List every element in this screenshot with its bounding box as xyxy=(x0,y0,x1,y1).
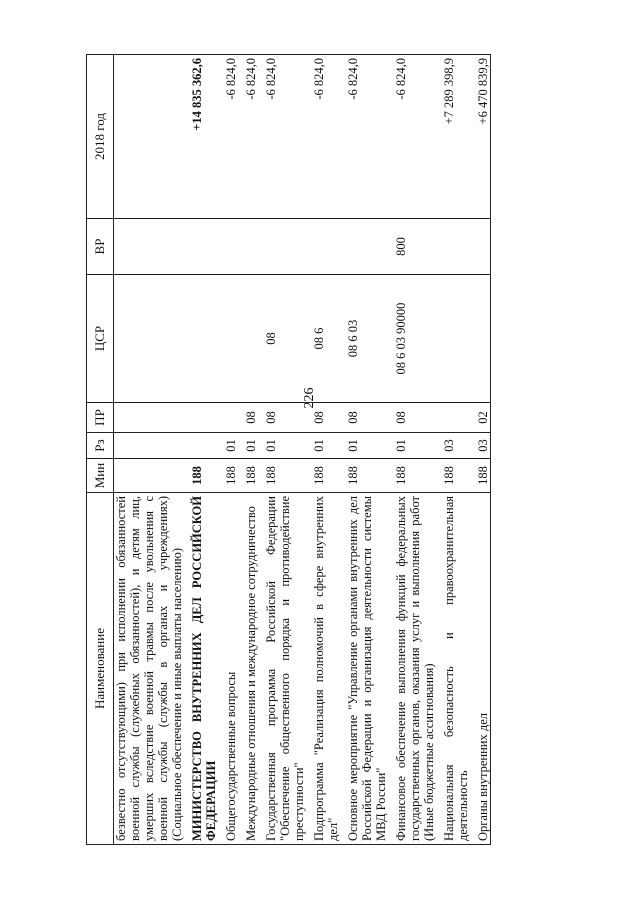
cell-name: Органы внутренних дел xyxy=(476,493,491,845)
table-row xyxy=(476,55,491,845)
cell-rz xyxy=(114,433,185,459)
cell-amount: -6 824,0 xyxy=(264,55,306,219)
cell-vr: 800 xyxy=(394,219,436,275)
cell-amount: -6 824,0 xyxy=(224,55,238,219)
budget-table xyxy=(86,54,491,845)
cell-amount: -6 824,0 xyxy=(244,55,258,219)
cell-csr xyxy=(476,275,491,403)
cell-pr xyxy=(224,403,238,433)
cell-min: 188 xyxy=(190,459,218,493)
cell-pr: 08 xyxy=(346,403,388,433)
cell-vr xyxy=(224,219,238,275)
cell-min: 188 xyxy=(224,459,238,493)
table-row xyxy=(312,55,340,845)
cell-min: 188 xyxy=(442,459,470,493)
cell-amount xyxy=(114,55,185,219)
cell-vr xyxy=(442,219,470,275)
cell-name: Международные отношения и международное сотрудничество xyxy=(244,493,258,845)
cell-vr xyxy=(476,219,491,275)
cell-vr xyxy=(346,219,388,275)
cell-pr xyxy=(190,403,218,433)
cell-rz: 01 xyxy=(264,433,306,459)
cell-amount: -6 824,0 xyxy=(346,55,388,219)
header-vr: ВР xyxy=(87,219,114,275)
cell-amount: -6 824,0 xyxy=(394,55,436,219)
cell-min xyxy=(114,459,185,493)
cell-rz: 01 xyxy=(224,433,238,459)
cell-min: 188 xyxy=(264,459,306,493)
table-row xyxy=(114,55,185,845)
cell-csr: 08 6 03 xyxy=(346,275,388,403)
cell-csr: 08 6 03 90000 xyxy=(394,275,436,403)
cell-min: 188 xyxy=(476,459,491,493)
header-csr: ЦСР xyxy=(87,275,114,403)
cell-vr xyxy=(312,219,340,275)
cell-csr: 08 6 xyxy=(312,275,340,403)
cell-name: безвестно отсутствующими) при исполнении обязанностей военной службы (служебных обязанностей), и детям лиц, умерших вследствие военной травмы после увольнения с военной службы (службы в органах и учреждениях) (Социальное обеспечение и иные выплаты населению) xyxy=(114,493,185,845)
cell-amount: +6 470 839,9 xyxy=(476,55,491,219)
cell-rz: 03 xyxy=(442,433,470,459)
table-header-row xyxy=(87,55,114,845)
table-row xyxy=(264,55,306,845)
table-row xyxy=(190,55,218,845)
cell-pr: 08 xyxy=(244,403,258,433)
header-rz: Рз xyxy=(87,433,114,459)
cell-name: МИНИСТЕРСТВО ВНУТРЕННИХ ДЕЛ РОССИЙСКОЙ ФЕДЕРАЦИИ xyxy=(190,493,218,845)
cell-csr xyxy=(244,275,258,403)
header-pr: ПР xyxy=(87,403,114,433)
cell-vr xyxy=(114,219,185,275)
table-row xyxy=(442,55,470,845)
cell-vr xyxy=(244,219,258,275)
cell-amount: +14 835 362,6 xyxy=(190,55,218,219)
cell-min: 188 xyxy=(394,459,436,493)
cell-min: 188 xyxy=(244,459,258,493)
cell-pr: 08 xyxy=(394,403,436,433)
cell-pr xyxy=(442,403,470,433)
cell-name: Государственная программа Российской Федерации "Обеспечение общественного порядка и противодействие преступности" xyxy=(264,493,306,845)
cell-amount: +7 289 398,9 xyxy=(442,55,470,219)
cell-csr xyxy=(190,275,218,403)
header-year: 2018 год xyxy=(87,55,114,219)
header-min: Мин xyxy=(87,459,114,493)
cell-min: 188 xyxy=(346,459,388,493)
cell-rz: 01 xyxy=(394,433,436,459)
cell-pr: 08 xyxy=(312,403,340,433)
cell-min: 188 xyxy=(312,459,340,493)
cell-name: Национальная безопасность и правоохранительная деятельность xyxy=(442,493,470,845)
table-row xyxy=(346,55,388,845)
table-row xyxy=(244,55,258,845)
cell-vr xyxy=(190,219,218,275)
cell-csr xyxy=(114,275,185,403)
cell-rz: 01 xyxy=(312,433,340,459)
cell-rz xyxy=(190,433,218,459)
page-number: 226 xyxy=(302,387,317,409)
cell-csr xyxy=(224,275,238,403)
cell-rz: 01 xyxy=(346,433,388,459)
cell-pr xyxy=(114,403,185,433)
budget-table-container xyxy=(86,55,586,845)
cell-rz: 01 xyxy=(244,433,258,459)
cell-csr xyxy=(442,275,470,403)
cell-name: Подпрограмма "Реализация полномочий в сфере внутренних дел" xyxy=(312,493,340,845)
cell-pr: 02 xyxy=(476,403,491,433)
cell-name: Финансовое обеспечение выполнения функций федеральных государственных органов, оказания услуг и выполнения работ (Иные бюджетные ассигнования) xyxy=(394,493,436,845)
cell-name: Общегосударственные вопросы xyxy=(224,493,238,845)
header-name: Наименование xyxy=(87,493,114,845)
table-row xyxy=(224,55,238,845)
cell-pr: 08 xyxy=(264,403,306,433)
table-row xyxy=(394,55,436,845)
cell-name: Основное мероприятие "Управление органами внутренних дел Российской Федерации и организация деятельности системы МВД России" xyxy=(346,493,388,845)
cell-csr: 08 xyxy=(264,275,306,403)
cell-vr xyxy=(264,219,306,275)
cell-rz: 03 xyxy=(476,433,491,459)
cell-amount: -6 824,0 xyxy=(312,55,340,219)
